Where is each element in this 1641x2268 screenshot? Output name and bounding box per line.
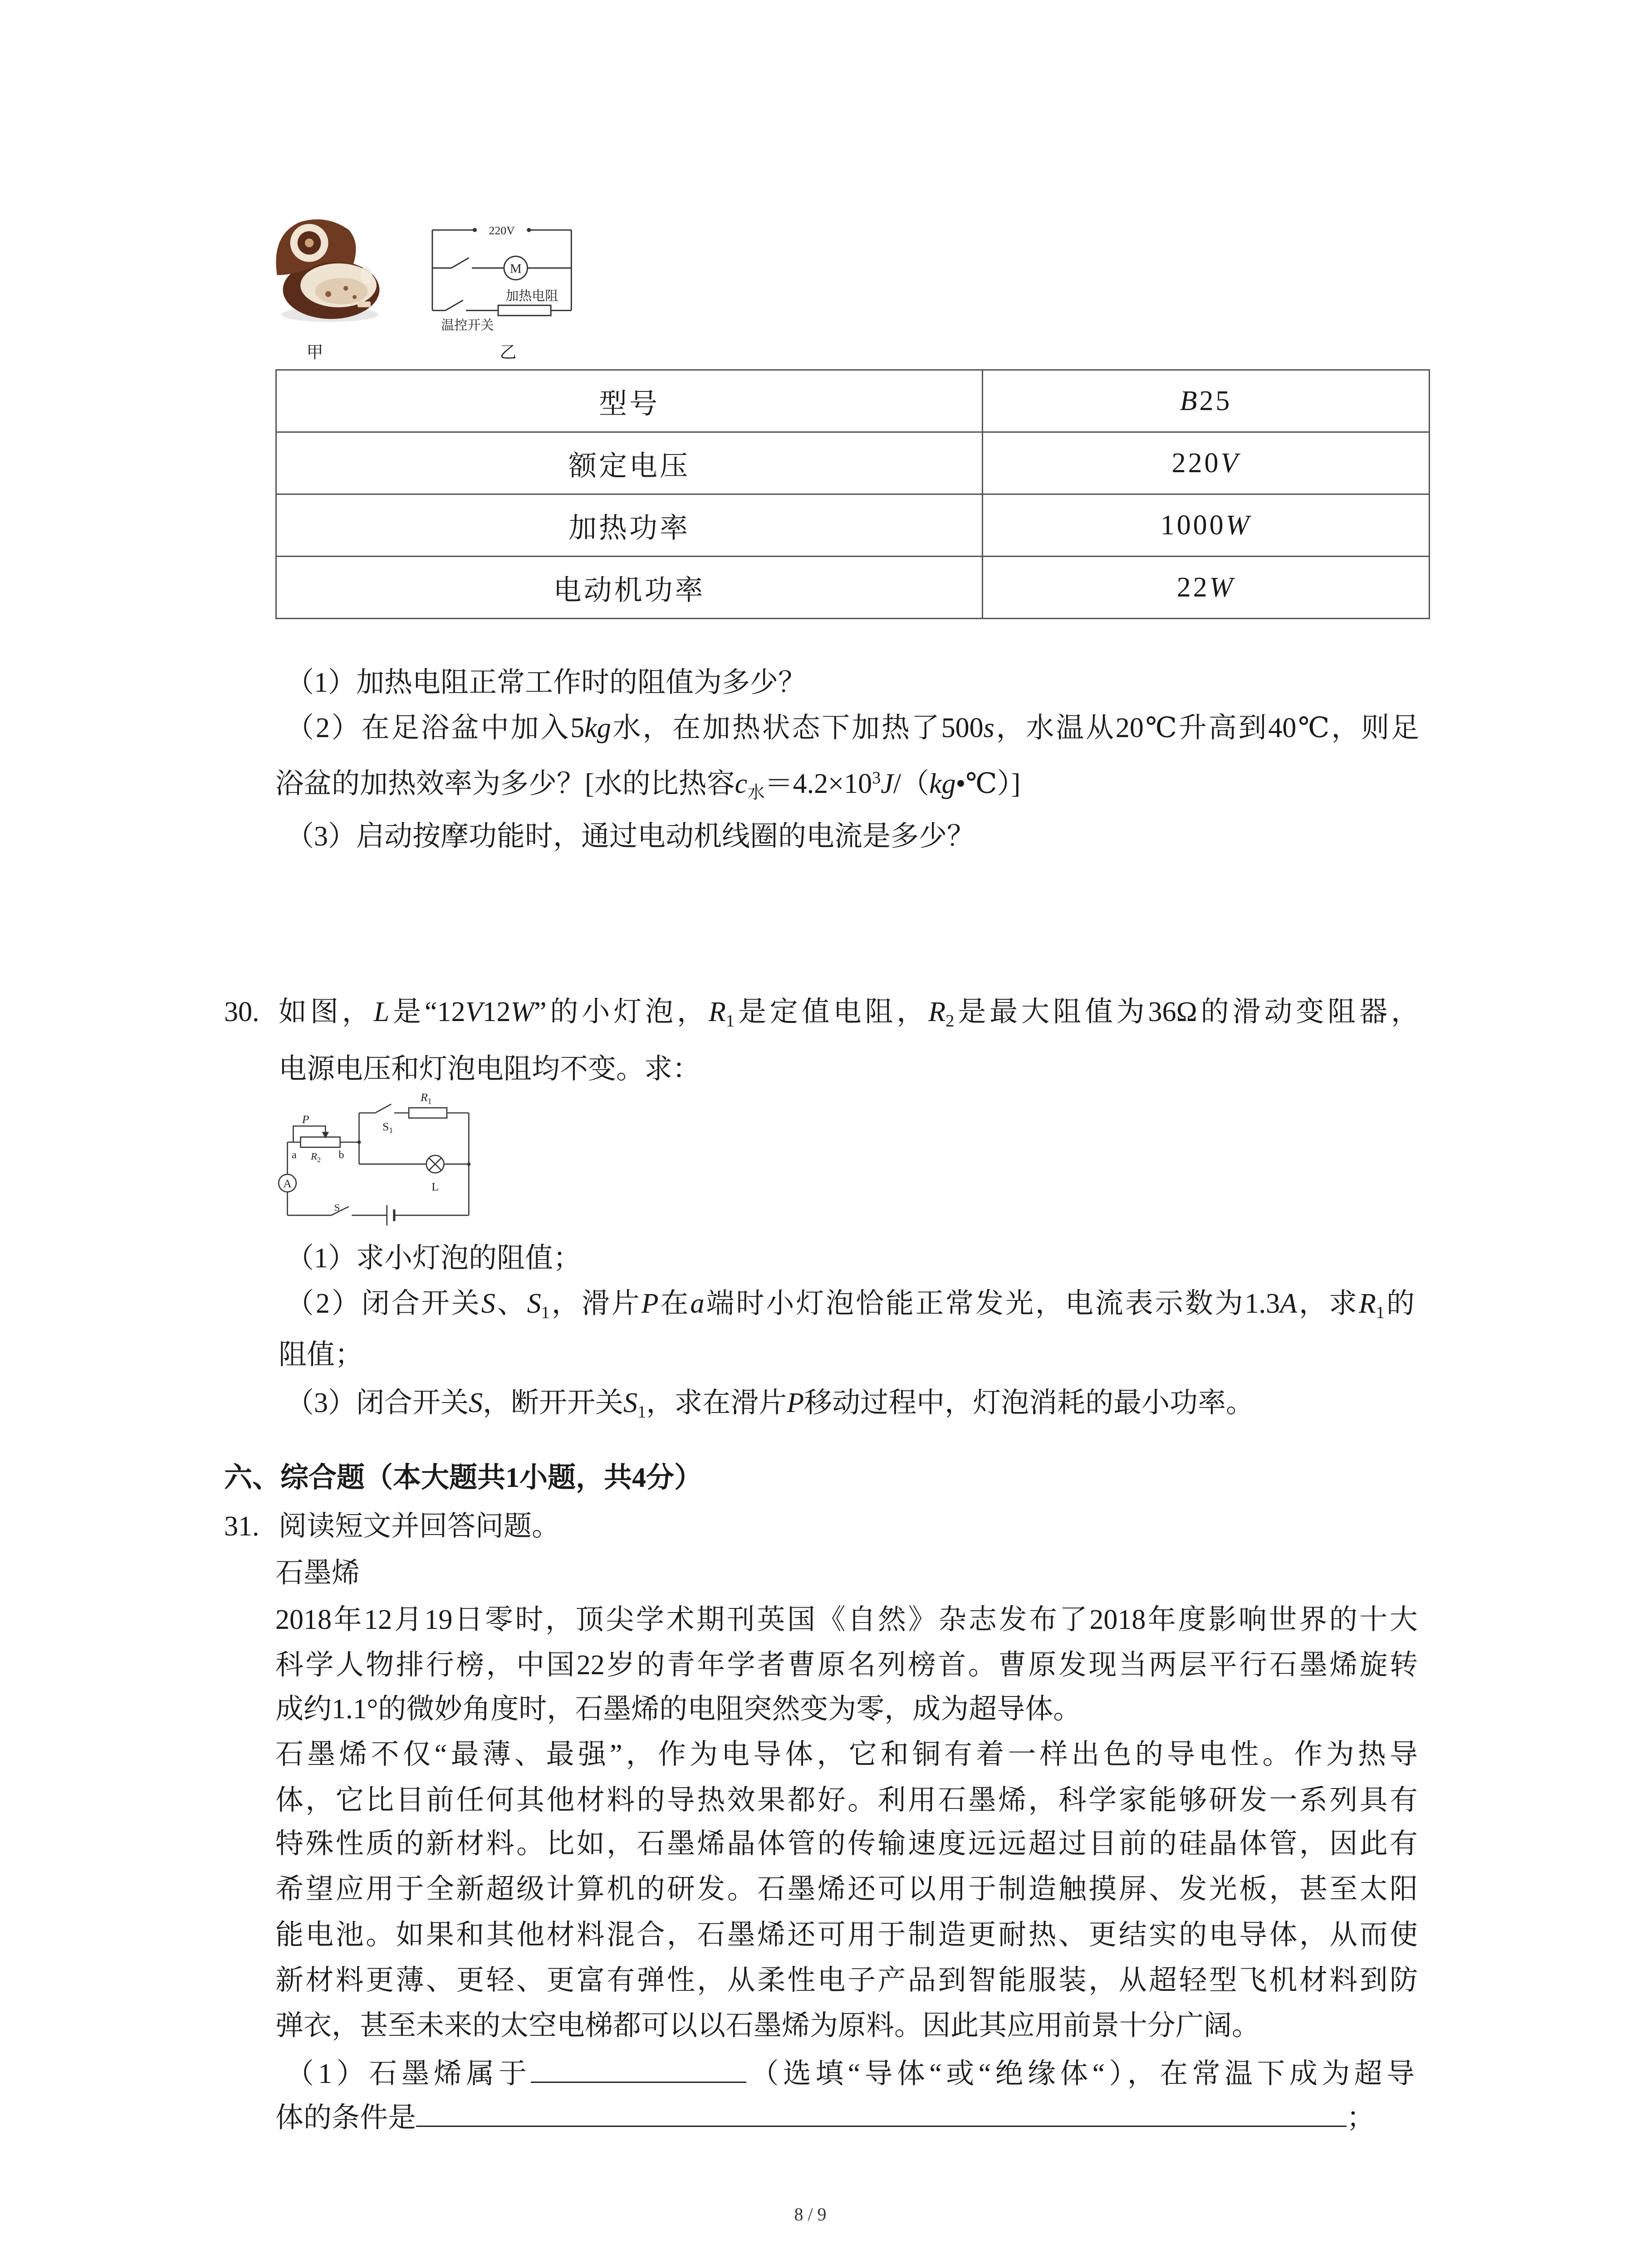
s1-label (382, 1120, 393, 1135)
text-run: ，滑片 (549, 1288, 642, 1319)
answer-blank (416, 2100, 1347, 2127)
q29-sub3 (286, 818, 975, 855)
r1-label-main: R (420, 1090, 428, 1104)
r1-label-sub: 1 (427, 1096, 432, 1106)
q31-sub1-line2 (275, 2100, 1375, 2136)
math-italic: L (373, 997, 390, 1027)
math-subscript: 1 (1376, 1303, 1385, 1322)
q31-sub1-prompt: （1）石墨烯属于 (286, 2058, 531, 2089)
end-a-label: a (292, 1149, 297, 1161)
math-italic: R (1358, 1288, 1376, 1319)
math-subscript: 1 (725, 1011, 735, 1031)
foot-bath-image (268, 214, 388, 331)
spec-value (983, 370, 1430, 432)
text-run: •℃）] (955, 768, 1021, 799)
table-row (276, 494, 1430, 557)
rheostat-circuit-diagram (268, 1084, 476, 1227)
text-run: （1）求小灯泡的阻值； (286, 1243, 582, 1274)
s1-label-sub: 1 (389, 1125, 393, 1135)
article-line: 2018年12月19日零时，顶尖学术期刊英国《自然》杂志发布了2018年度影响世界的十大 (275, 1604, 1418, 1635)
math-italic: B (1180, 385, 1200, 416)
slider-label: P (302, 1113, 309, 1126)
text-run: /（ (893, 768, 930, 799)
text-run: 阻值； (279, 1339, 363, 1370)
text-run: ”的小灯泡， (534, 997, 709, 1027)
math-italic: R (708, 997, 726, 1027)
math-subscript: 1 (637, 1402, 647, 1422)
r2-label-sub: 2 (317, 1156, 321, 1164)
text-run: 如图， (279, 997, 374, 1027)
ammeter-label: A (283, 1177, 292, 1190)
math-italic: W (1225, 509, 1252, 541)
r2-label-main: R (311, 1150, 317, 1162)
section-heading: 六、综合题（本大题共1小题，共4分） (224, 1462, 703, 1493)
text-run: ，断开开关 (483, 1388, 624, 1418)
article-line: 科学人物排行榜，中国22岁的青年学者曹原名列榜首。曹原发现当两层平行石墨烯旋转 (275, 1650, 1418, 1681)
q30-stem-line1 (279, 994, 1419, 1030)
spec-value (983, 557, 1430, 619)
lamp-label: L (431, 1180, 439, 1193)
resistor-r1-symbol (409, 1108, 447, 1118)
math-italic: R (928, 997, 946, 1027)
article-title: 石墨烯 (275, 1558, 360, 1589)
math-italic: W (510, 997, 534, 1027)
q30-stem-line2 (279, 1051, 700, 1087)
spec-name: 电动机功率 (276, 557, 983, 619)
page-number: 8 / 9 (794, 2204, 827, 2224)
heater-label: 加热电阻 (505, 288, 558, 303)
question-number: 31. (224, 1511, 260, 1542)
math-italic: W (1209, 572, 1235, 603)
text-run: 浴盆的加热效率为多少？[水的比热容 (275, 768, 735, 799)
text-run: 25 (1199, 385, 1232, 416)
text-run: 电源电压和灯泡电阻均不变。求： (279, 1054, 701, 1085)
math-italic: A (1280, 1288, 1298, 1319)
math-italic: V (465, 997, 483, 1027)
motor-label: M (509, 261, 522, 276)
spec-value (983, 494, 1430, 557)
text-run: 移动过程中，灯泡消耗的最小功率。 (804, 1388, 1254, 1418)
q29-sub2-line2 (275, 766, 1020, 802)
q30-sub2-line1 (286, 1286, 1415, 1322)
text-run: ＝4.2×10 (764, 768, 872, 799)
math-italic: kg (929, 768, 956, 799)
math-italic: S (527, 1288, 541, 1319)
text-run: 的 (1384, 1288, 1415, 1319)
text-run: 、 (495, 1288, 527, 1319)
article-line: 希望应用于全新超级计算机的研发。石墨烯还可以用于制造触摸屏、发光板，甚至太阳 (275, 1874, 1418, 1905)
math-italic: kg (584, 713, 611, 743)
thermo-switch-label: 温控开关 (441, 318, 494, 333)
q31-intro: 阅读短文并回答问题。 (279, 1511, 560, 1542)
spec-value (983, 432, 1430, 494)
article-line: 成约1.1°的微妙角度时，石墨烯的电阻突然变为零，成为超导体。 (275, 1694, 1082, 1725)
text-run: （3）闭合开关 (286, 1388, 469, 1418)
text-run: 220 (1171, 447, 1221, 479)
q30-sub2-line2 (279, 1337, 363, 1373)
q31-sub1-prompt-cont: （选填“导体“或“绝缘体“），在常温下成为超导 (746, 2058, 1415, 2089)
math-italic: P (787, 1388, 804, 1418)
spec-name: 加热功率 (276, 494, 983, 557)
text-run: 是最大阻值为36Ω的滑动变阻器， (954, 997, 1419, 1027)
voltage-label: 220V (489, 224, 515, 237)
q29-sub1 (286, 665, 806, 701)
text-run: （3）启动按摩功能时，通过电动机线圈的电流是多少？ (286, 821, 975, 852)
math-subscript: 水 (747, 783, 765, 802)
s1-label-main: S (382, 1120, 389, 1134)
math-italic: V (1220, 447, 1240, 479)
q30-sub1 (286, 1240, 581, 1276)
article-line: 新材料更薄、更轻、更富有弹性，从柔性电子产品到智能服装，从超轻型飞机材料到防 (275, 1965, 1418, 1996)
text-run: 是定值电阻， (735, 997, 929, 1027)
q31-sub1-end: ； (1347, 2102, 1375, 2133)
math-superscript: 3 (872, 768, 881, 787)
foot-bath-circuit-diagram (422, 217, 580, 334)
r1-label (420, 1091, 432, 1106)
q30-sub3 (286, 1385, 1254, 1421)
math-italic: P (641, 1288, 659, 1319)
figure-label-yi: 乙 (500, 343, 517, 362)
text-run: ，求 (1297, 1288, 1359, 1319)
text-run: 22 (1176, 572, 1210, 603)
text-run: 端时小灯泡恰能正常发光，电流表示数为1.3 (704, 1288, 1280, 1319)
text-run: ，水温从20℃升高到40℃，则足 (994, 713, 1419, 743)
text-run: 在 (658, 1288, 691, 1319)
heater-resistor-symbol (498, 305, 551, 316)
q29-sub2-line1 (286, 710, 1419, 746)
end-b-label: b (338, 1149, 344, 1161)
r2-label (310, 1151, 321, 1164)
table-row (276, 557, 1430, 619)
text-run: 是“12 (389, 997, 465, 1027)
math-subscript: 1 (541, 1303, 550, 1322)
article-line: 石墨烯不仅“最薄、最强”，作为电导体，它和铜有着一样出色的导电性。作为热导 (275, 1739, 1418, 1770)
figure-label-jia: 甲 (306, 343, 323, 362)
spec-name: 型号 (276, 370, 983, 432)
math-italic: a (690, 1288, 705, 1319)
text-run: （2）在足浴盆中加入5 (286, 713, 585, 743)
answer-blank (531, 2056, 746, 2083)
text-run: 1000 (1160, 509, 1226, 541)
article-line: 能电池。如果和其他材料混合，石墨烯还可用于制造更耐热、更结实的电导体，从而使 (275, 1920, 1418, 1950)
text-run: 12 (482, 997, 511, 1027)
article-line: 体，它比目前任何其他材料的导热效果都好。利用石墨烯，科学家能够研发一系列具有 (275, 1785, 1418, 1816)
switch-s-label: S (334, 1202, 340, 1213)
q31-sub1-line1 (286, 2056, 1415, 2092)
math-italic: S (481, 1288, 495, 1319)
math-subscript: 2 (945, 1011, 955, 1031)
question-number: 30. (224, 997, 260, 1027)
text-run: ，求在滑片 (646, 1388, 787, 1418)
math-italic: J (881, 768, 893, 799)
article-line: 弹衣，甚至未来的太空电梯都可以以石墨烯为原料。因此其应用前景十分广阔。 (275, 2010, 1260, 2041)
text-run: （2）闭合开关 (286, 1288, 481, 1319)
q31-sub1-prompt2: 体的条件是 (275, 2102, 416, 2133)
math-italic: s (983, 713, 994, 743)
article-line: 特殊性质的新材料。比如，石墨烯晶体管的传输速度远远超过目前的硅晶体管，因此有 (275, 1828, 1418, 1859)
table-row (276, 432, 1430, 494)
spec-table (275, 369, 1430, 619)
text-run: （1）加热电阻正常工作时的阻值为多少？ (286, 667, 807, 698)
spec-name: 额定电压 (276, 432, 983, 494)
math-italic: S (623, 1388, 638, 1418)
text-run: 水，在加热状态下加热了500 (611, 713, 984, 743)
math-italic: c (735, 768, 748, 799)
math-italic: S (469, 1388, 483, 1418)
table-row (276, 370, 1430, 432)
rheostat-r2-symbol (301, 1137, 340, 1148)
